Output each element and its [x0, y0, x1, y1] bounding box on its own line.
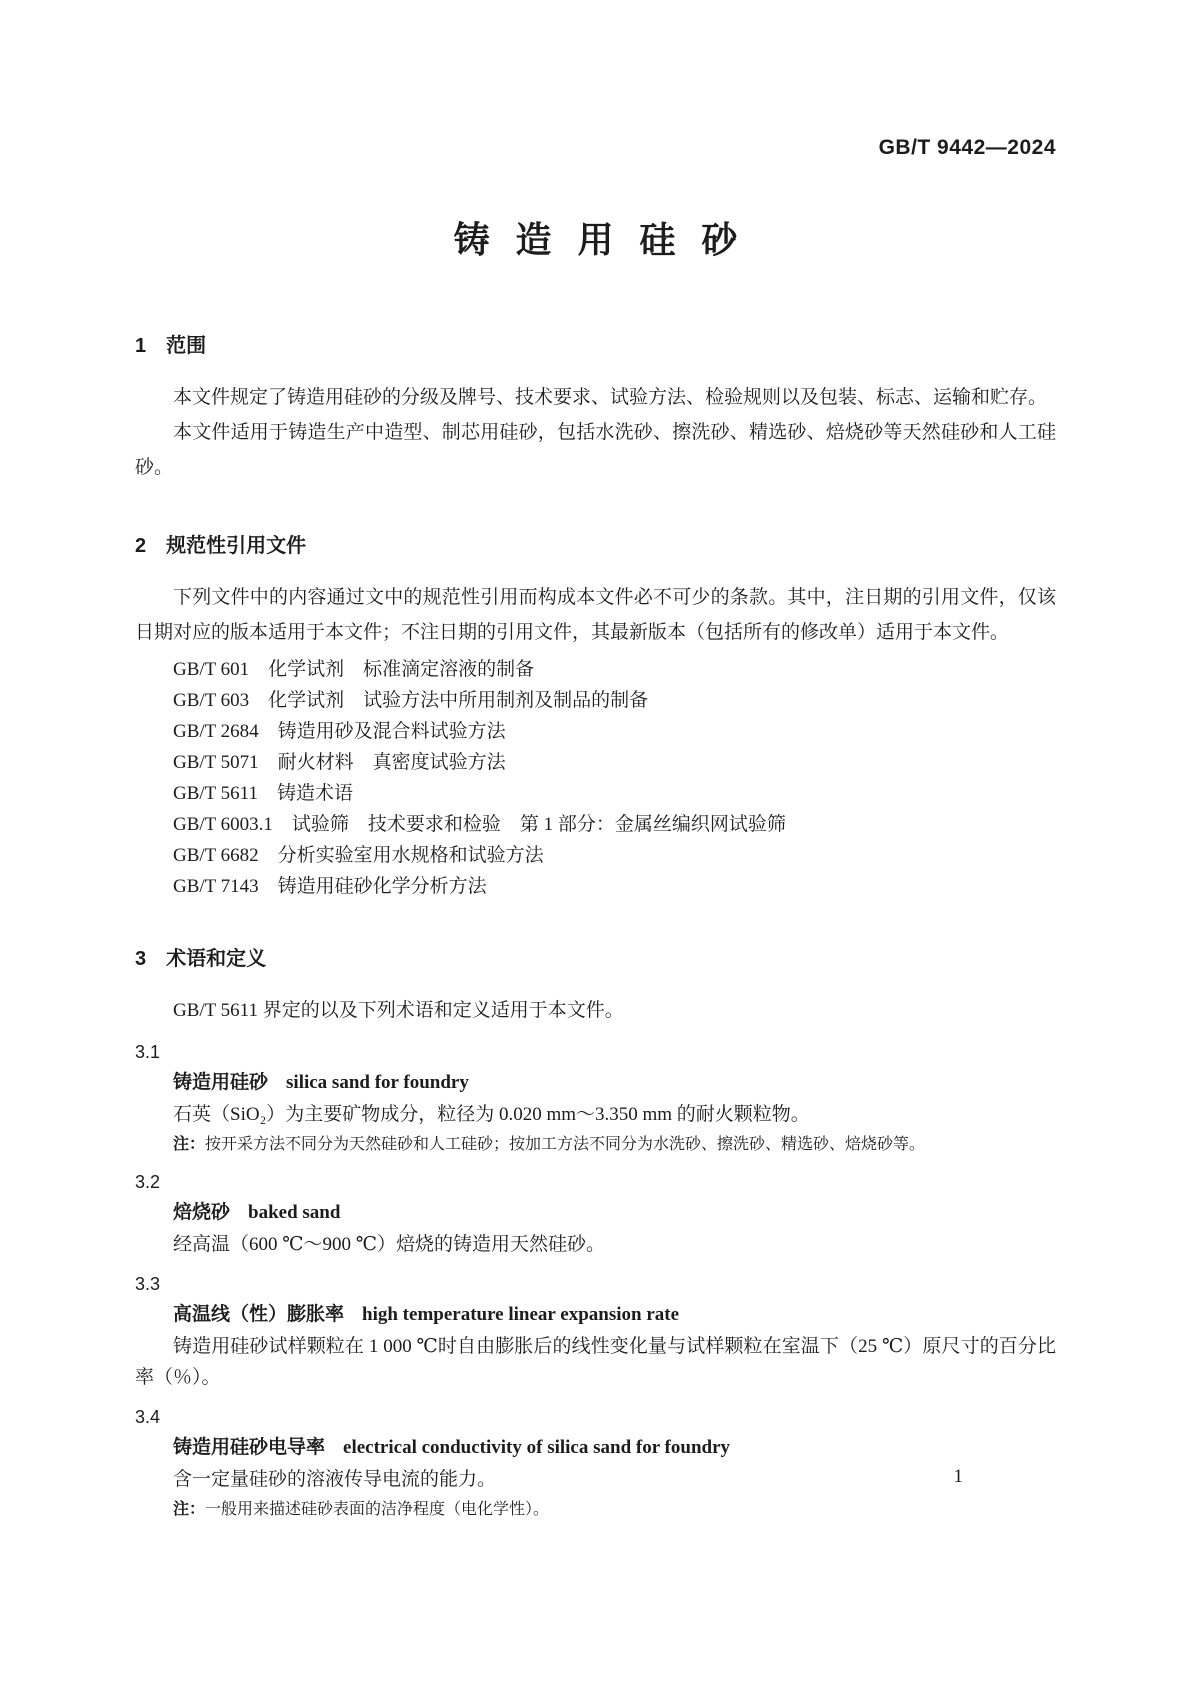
reference-item: GB/T 5611 铸造术语 — [173, 783, 353, 804]
page-number: 1 — [953, 1466, 963, 1487]
term-definition: 经高温（600 ℃～900 ℃）焙烧的铸造用天然硅砂。 — [173, 1234, 606, 1255]
term-definition: 石英（SiO₂）为主要矿物成分，粒径为 0.020 mm～3.350 mm 的耐火颗粒物。 — [173, 1104, 810, 1125]
term-name-chinese: 铸造用硅砂电导率 — [173, 1437, 326, 1458]
term-name-chinese: 焙烧砂 — [173, 1202, 231, 1223]
terms-intro-paragraph: GB/T 5611 界定的以及下列术语和定义适用于本文件。 — [173, 1000, 624, 1021]
term-name-english: electrical conductivity of silica sand for foundry — [343, 1437, 731, 1458]
reference-list — [135, 654, 1056, 902]
scope-paragraph-1: 本文件规定了铸造用硅砂的分级及牌号、技术要求、试验方法、检验规则以及包装、标志、运输和贮存。 — [173, 387, 1048, 408]
note-label: 注： — [173, 1501, 206, 1518]
reference-item: GB/T 603 化学试剂 试验方法中所用制剂及制品的制备 — [173, 690, 649, 711]
references-intro-paragraph: 下列文件中的内容通过文中的规范性引用而构成本文件必不可少的条款。其中，注日期的引用文件，仅该日期对应的版本适用于本文件；不注日期的引用文件，其最新版本（包括所有的修改单）适用于本文件。 — [135, 587, 1056, 643]
term-note — [173, 1132, 1056, 1158]
term-block — [135, 1270, 1056, 1393]
term-block — [135, 1403, 1056, 1523]
reference-item: GB/T 7143 铸造用硅砂化学分析方法 — [173, 876, 487, 897]
section-terms-definitions — [135, 942, 1056, 1523]
term-definition: 铸造用硅砂试样颗粒在 1 000 ℃时自由膨胀后的线性变化量与试样颗粒在室温下（25 ℃）原尺寸的百分比率（％）。 — [135, 1336, 1056, 1388]
section-3-heading: 3 术语和定义 — [135, 948, 267, 970]
term-title — [173, 1433, 1056, 1464]
document-title: 铸造用硅砂 — [453, 219, 764, 260]
term-name-chinese: 高温线（性）膨胀率 — [173, 1304, 345, 1325]
term-name-english: high temperature linear expansion rate — [362, 1304, 680, 1325]
term-title — [173, 1300, 1056, 1331]
section-normative-references — [135, 529, 1056, 902]
term-block — [135, 1038, 1056, 1158]
term-number: 3.3 — [135, 1274, 161, 1294]
section-1-heading: 1 范围 — [135, 335, 207, 357]
section-scope — [135, 329, 1056, 485]
term-title — [173, 1198, 1056, 1229]
term-number: 3.1 — [135, 1042, 161, 1062]
reference-item: GB/T 2684 铸造用砂及混合料试验方法 — [173, 721, 506, 742]
scope-paragraph-2: 本文件适用于铸造生产中造型、制芯用硅砂，包括水洗砂、擦洗砂、精选砂、焙烧砂等天然硅砂和人工硅砂。 — [135, 422, 1056, 478]
section-2-heading: 2 规范性引用文件 — [135, 535, 307, 557]
term-note — [173, 1497, 1056, 1523]
note-label: 注： — [173, 1136, 206, 1153]
term-title — [173, 1068, 1056, 1099]
reference-item: GB/T 601 化学试剂 标准滴定溶液的制备 — [173, 659, 535, 680]
term-definition: 含一定量硅砂的溶液传导电流的能力。 — [173, 1469, 497, 1490]
reference-item: GB/T 6682 分析实验室用水规格和试验方法 — [173, 845, 544, 866]
term-number: 3.4 — [135, 1407, 161, 1427]
reference-item: GB/T 5071 耐火材料 真密度试验方法 — [173, 752, 506, 773]
reference-item: GB/T 6003.1 试验筛 技术要求和检验 第 1 部分：金属丝编织网试验筛 — [173, 814, 786, 835]
note-text: 一般用来描述硅砂表面的洁净程度（电化学性）。 — [205, 1501, 550, 1518]
term-block — [135, 1168, 1056, 1260]
term-name-english: silica sand for foundry — [286, 1072, 469, 1093]
term-name-english: baked sand — [248, 1202, 341, 1223]
note-text: 按开采方法不同分为天然硅砂和人工硅砂；按加工方法不同分为水洗砂、擦洗砂、精选砂、焙烧砂等。 — [205, 1136, 926, 1153]
standard-number: GB/T 9442—2024 — [878, 136, 1056, 159]
term-name-chinese: 铸造用硅砂 — [173, 1072, 269, 1093]
term-number: 3.2 — [135, 1172, 161, 1192]
